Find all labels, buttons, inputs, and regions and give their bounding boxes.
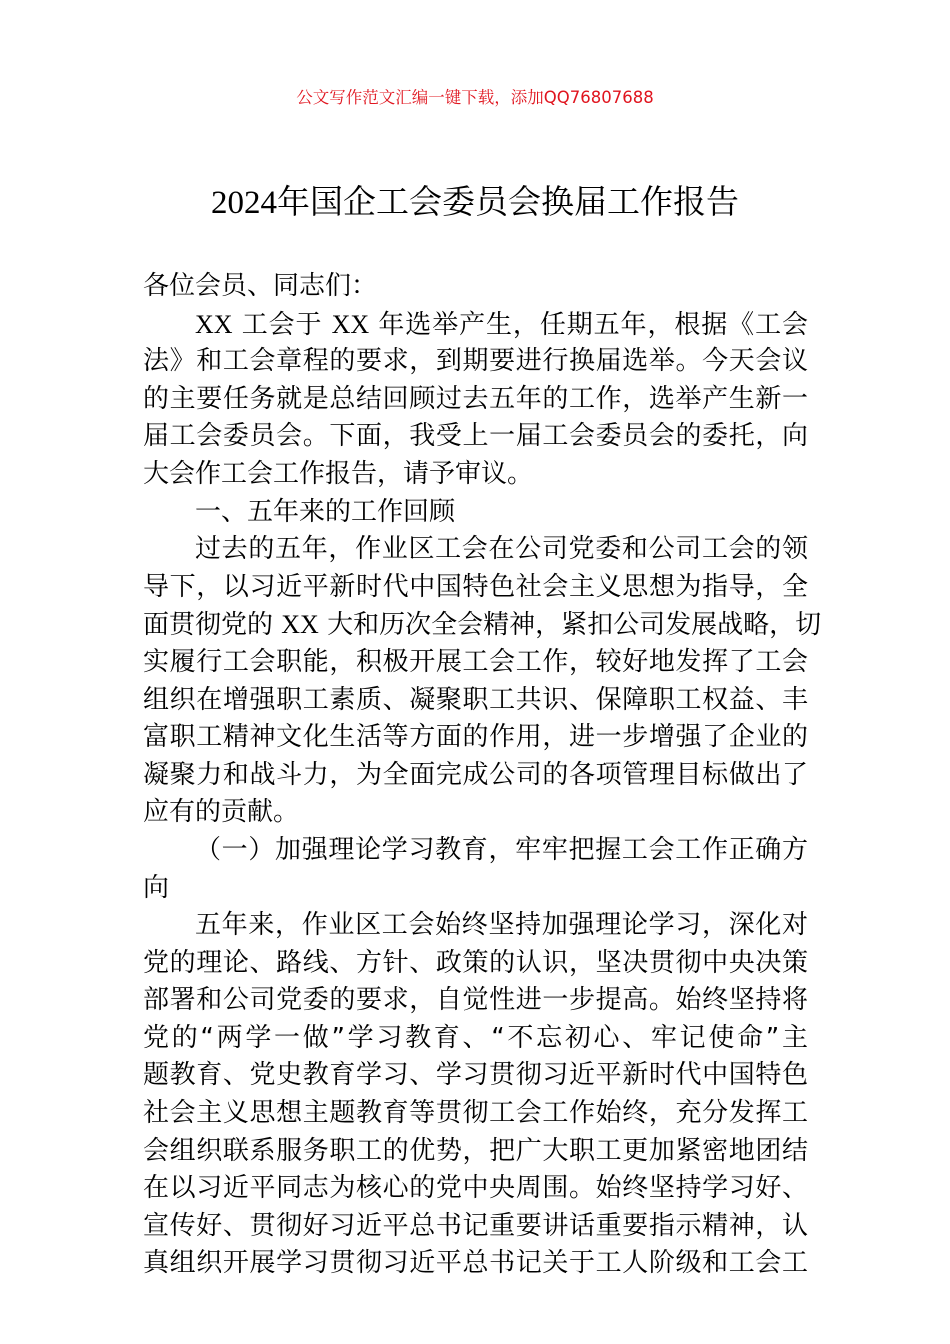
text-line: 党的理论、路线、方针、政策的认识，坚决贯彻中央决策 [143, 947, 808, 978]
text-line: 大会作工会工作报告，请予审议。 [143, 458, 534, 489]
text-line: 会组织联系服务职工的优势，把广大职工更加紧密地团结 [143, 1135, 808, 1166]
text-line: 组织在增强职工素质、凝聚职工共识、保障职工权益、丰 [143, 684, 808, 715]
text-line: XX 工会于 XX 年选举产生，任期五年，根据《工会 [195, 309, 809, 340]
text-line: 富职工精神文化生活等方面的作用，进一步增强了企业的 [143, 722, 808, 753]
text-line: 在以习近平同志为核心的党中央周围。始终坚持学习好、 [143, 1173, 808, 1204]
text-line: 实履行工会职能，积极开展工会工作，较好地发挥了工会 [143, 646, 808, 677]
text-line: 法》和工会章程的要求，到期要进行换届选举。今天会议 [143, 346, 808, 377]
text-line: 应有的贡献。 [143, 797, 300, 828]
text-line: （一）加强理论学习教育，牢牢把握工会工作正确方 [195, 834, 808, 865]
text-line: 五年来，作业区工会始终坚持加强理论学习，深化对 [195, 910, 808, 941]
text-line: 题教育、党史教育学习、学习贯彻习近平新时代中国特色 [143, 1060, 808, 1091]
text-line: 部署和公司党委的要求，自觉性进一步提高。始终坚持将 [143, 985, 808, 1016]
watermark-banner: 公文写作范文汇编一键下载，添加QQ76807688 [296, 88, 654, 107]
paragraph-lines [143, 306, 822, 1283]
text-line: 社会主义思想主题教育等贯彻工会工作始终，充分发挥工 [143, 1098, 808, 1129]
salutation: 各位会员、同志们： [143, 271, 378, 301]
document-title: 2024年国企工会委员会换届工作报告 [211, 182, 739, 221]
document-body [143, 268, 822, 1283]
text-line: 的主要任务就是总结回顾过去五年的工作，选举产生新一 [143, 383, 808, 414]
text-line: 面贯彻党的 XX 大和历次全会精神，紧扣公司发展战略，切 [143, 610, 822, 641]
text-line: 真组织开展学习贯彻习近平总书记关于工人阶级和工会工 [143, 1248, 808, 1279]
text-line: 过去的五年，作业区工会在公司党委和公司工会的领 [195, 534, 808, 565]
text-line: 凝聚力和战斗力，为全面完成公司的各项管理目标做出了 [143, 759, 808, 790]
text-line: 向 [143, 872, 170, 903]
text-line: 一、五年来的工作回顾 [195, 496, 456, 527]
text-line: 导下，以习近平新时代中国特色社会主义思想为指导，全 [143, 571, 808, 602]
text-line: 宣传好、贯彻好习近平总书记重要讲话重要指示精神，认 [143, 1210, 808, 1241]
text-line: 党的“两学一做”学习教育、“不忘初心、牢记使命”主 [143, 1022, 808, 1053]
text-line: 届工会委员会。下面，我受上一届工会委员会的委托，向 [143, 421, 808, 452]
